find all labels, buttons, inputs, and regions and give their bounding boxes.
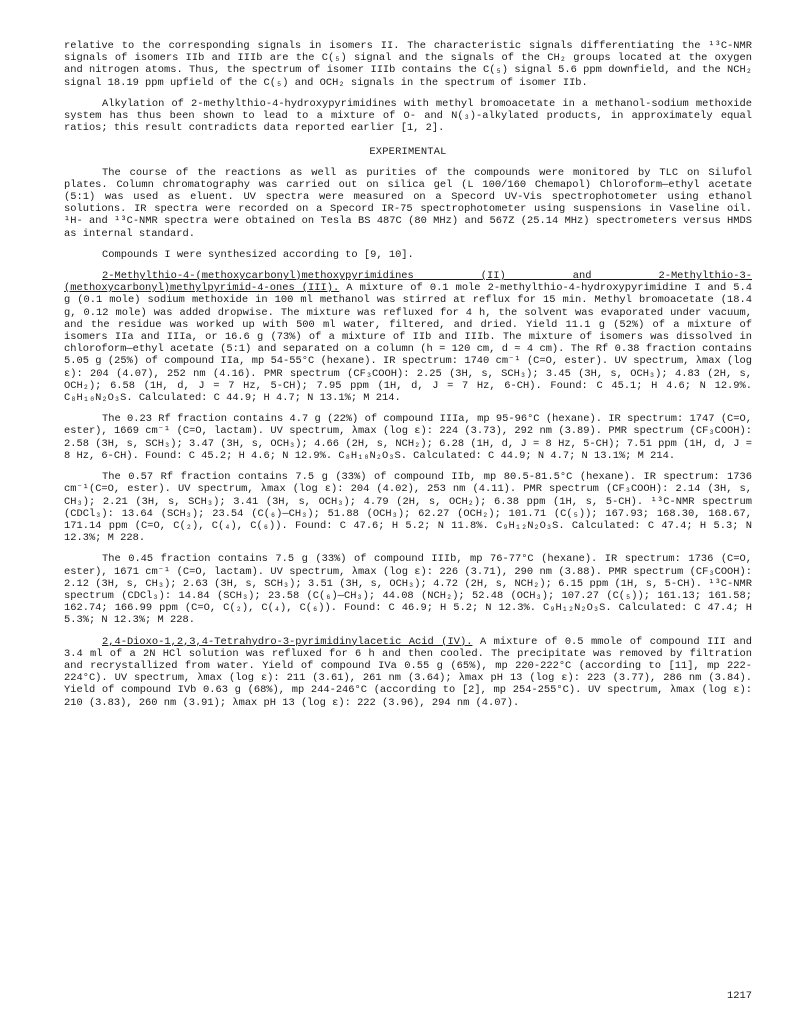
paragraph-compound-iib: The 0.57 Rf fraction contains 7.5 g (33%) of compound IIb, mp 80.5-81.5°C (hexane). IR spectrum: 1736 cm⁻¹(C=O, ester). UV spectrum, λmax (log ε): 204 (4.02), 253 nm (4.11). PMR spectrum (CF₃COOH): 2.14 (3H, s, CH₃); 2.21 (3H, s, SCH₃); 3.41 (3H, s, OCH₃); 4.79 (2H, s, OCH₂); 6.38 ppm (1H, s, 5-CH). ¹³C-NMR spectrum (CDCl₃): 13.64 (SCH₃); 23.54 (C(₆)—CH₃); 51.88 (OCH₃); 62.27 (OCH₂); 101.71 (C(₅)); 167.93; 168.30, 168.67, 171.14 ppm (C=O, C(₂), C(₄), C(₆)). Found: C 47.6; H 5.2; N 11.8%. C₉H₁₂N₂O₃S. Calculated: C 47.4; H 5.3; N 12.3%; M 228. [64,471,752,545]
compound-title-iv: 2,4-Dioxo-1,2,3,4-Tetrahydro-3-pyrimidinylacetic Acid (IV). [102,635,473,648]
paragraph-methods: The course of the reactions as well as purities of the compounds were monitored by TLC on Silufol plates. Column chromatography was carried out on silica gel (L 100/160 Chemapol) Chloroform—ethyl acetate (5:1) was used as eluent. UV spectra were measured on a Specord UV-Vis spectrophotometer using ethanol solutions. IR spectra were recorded on a Specord IR-75 spectrophotometer using suspensions in Vaseline oil. ¹H- and ¹³C-NMR spectra were obtained on Tesla BS 487C (80 MHz) and 567Z (25.14 MHz) spectrometers versus HMDS as internal standard. [64,166,752,240]
section-heading-experimental: EXPERIMENTAL [369,146,447,159]
paragraph-alkylation-summary: Alkylation of 2-methylthio-4-hydroxypyrimidines with methyl bromoacetate in a methanol-sodium methoxide system has thus been shown to lead to a mixture of O- and N(₃)-alkylated products, in approximately equal ratios; this result contradicts data reported earlier [1, 2]. [64,97,752,135]
article-page [64,40,752,709]
compound-body-iv: A mixture of 0.5 mmole of compound III and 3.4 ml of a 2N HCl solution was refluxed for 6 h and then cooled. The precipitate was removed by filtration and recrystallized from water. Yield of compound IVa 0.55 g (65%), mp 220-222°C (according to [11], mp 222-224°C). UV spectrum, λmax (log ε): 211 (3.61), 261 nm (3.64); λmax pH 13 (log ε): 223 (3.77), 286 nm (3.84). Yield of compound IVb 0.63 g (68%), mp 244-246°C (according to [2], mp 254-255°C). UV spectrum, λmax (log ε): 210 (3.83), 260 nm (3.91); λmax pH 13 (log ε): 222 (3.96), 294 nm (4.07). [64,635,753,709]
paragraph-isomer-signals: relative to the corresponding signals in isomers II. The characteristic signals differentiating the ¹³C-NMR signals of isomers IIb and IIIb are the C(₅) signal and the signals of the CH₂ groups located at the oxygen and nitrogen atoms. Thus, the spectrum of isomer IIIb contains the C(₅) signal 5.6 ppm downfield, and the NCH₂ signal 18.19 ppm upfield of the C(₅) and OCH₂ signals in the spectrum of isomer IIb. [64,40,752,89]
paragraph-compounds-ii-iii [64,270,752,404]
compound-title-ii-iii: 2-Methylthio-4-(methoxycarbonyl)methoxypyrimidines (II) and 2-Methylthio-3-(methoxycarbonyl)methylpyrimid-4-ones (III). [64,270,752,295]
compound-body-ii-iii: A mixture of 0.1 mole 2-methylthio-4-hydroxypyrimidine I and 5.4 g (0.1 mole) sodium methoxide in 100 ml methanol was stirred at reflux for 15 min. Methyl bromoacetate (18.4 g, 0.12 mole) was added dropwise. The mixture was refluxed for 4 h, the solvent was evaporated under vacuum, and the residue was worked up with 500 ml water, filtered, and dried. Yield 11.1 g (52%) of a mixture of isomers IIa and IIIa, or 16.6 g (73%) of a mixture of IIb and IIIb. The mixture of isomers was dissolved in chloroform—ethyl acetate (5:1) and separated on a column (h = 120 cm, d ≈ 4 cm). The Rf 0.38 fraction contains 5.05 g (25%) of compound IIa, mp 54-55°C (hexane). IR spectrum: 1740 cm⁻¹ (C=O, ester). UV spectrum, λmax (log ε): 204 (4.07), 252 nm (4.16). PMR spectrum (CF₃COOH): 2.25 (3H, s, SCH₃); 3.45 (3H, s, OCH₃); 4.83 (2H, s, OCH₂); 6.58 (1H, d, J = 7 Hz, 5-CH); 7.95 ppm (1H, d, J = 7 Hz, 6-CH). Found: C 45.1; H 4.6; N 12.9%. C₈H₁₀N₂O₃S. Calculated: C 44.9; H 4.7; N 13.1%; M 214. [64,282,752,405]
paragraph-compound-iiia: The 0.23 Rf fraction contains 4.7 g (22%) of compound IIIa, mp 95-96°C (hexane). IR spectrum: 1747 (C=O, ester), 1669 cm⁻¹ (C=O, lactam). UV spectrum, λmax (log ε): 224 (3.73), 292 nm (3.89). PMR spectrum (CF₃COOH): 2.58 (3H, s, SCH₃); 3.47 (3H, s, OCH₃); 4.66 (2H, s, NCH₂); 6.28 (1H, d, J = 8 Hz, 5-CH); 7.51 ppm (1H, d, J = 8 Hz, 6-CH). Found: C 45.2; H 4.6; N 12.9%. C₈H₁₀N₂O₃S. Calculated: C 44.9; N 4.7; N 13.1%; M 214. [64,413,752,462]
paragraph-compound-iiib: The 0.45 fraction contains 7.5 g (33%) of compound IIIb, mp 76-77°C (hexane). IR spectrum: 1736 (C=O, ester), 1671 cm⁻¹ (C=O, lactam). UV spectrum, λmax (log ε): 226 (3.71), 290 nm (3.88). PMR spectrum (CF₃COOH): 2.12 (3H, s, CH₃); 2.63 (3H, s, SCH₃); 3.51 (3H, s, OCH₃); 4.72 (2H, s, NCH₂); 6.15 ppm (1H, s, 5-CH). ¹³C-NMR spectrum (CDCl₃): 14.84 (SCH₃); 23.58 (C(₆)—CH₃); 44.08 (NCH₂); 52.48 (OCH₃); 107.27 (C(₅)); 161.13; 161.58; 162.74; 166.99 ppm (C=O, C(₂), C(₄), C(₆)). Found: C 46.9; H 5.2; N 12.3%. C₉H₁₂N₂O₃S. Calculated: C 47.4; H 5.3%; N 12.3%; M 228. [64,553,752,627]
page-number: 1217 [727,990,752,1002]
paragraph-synthesis-reference: Compounds I were synthesized according to [9, 10]. [102,248,414,261]
paragraph-compound-iv [64,636,752,709]
